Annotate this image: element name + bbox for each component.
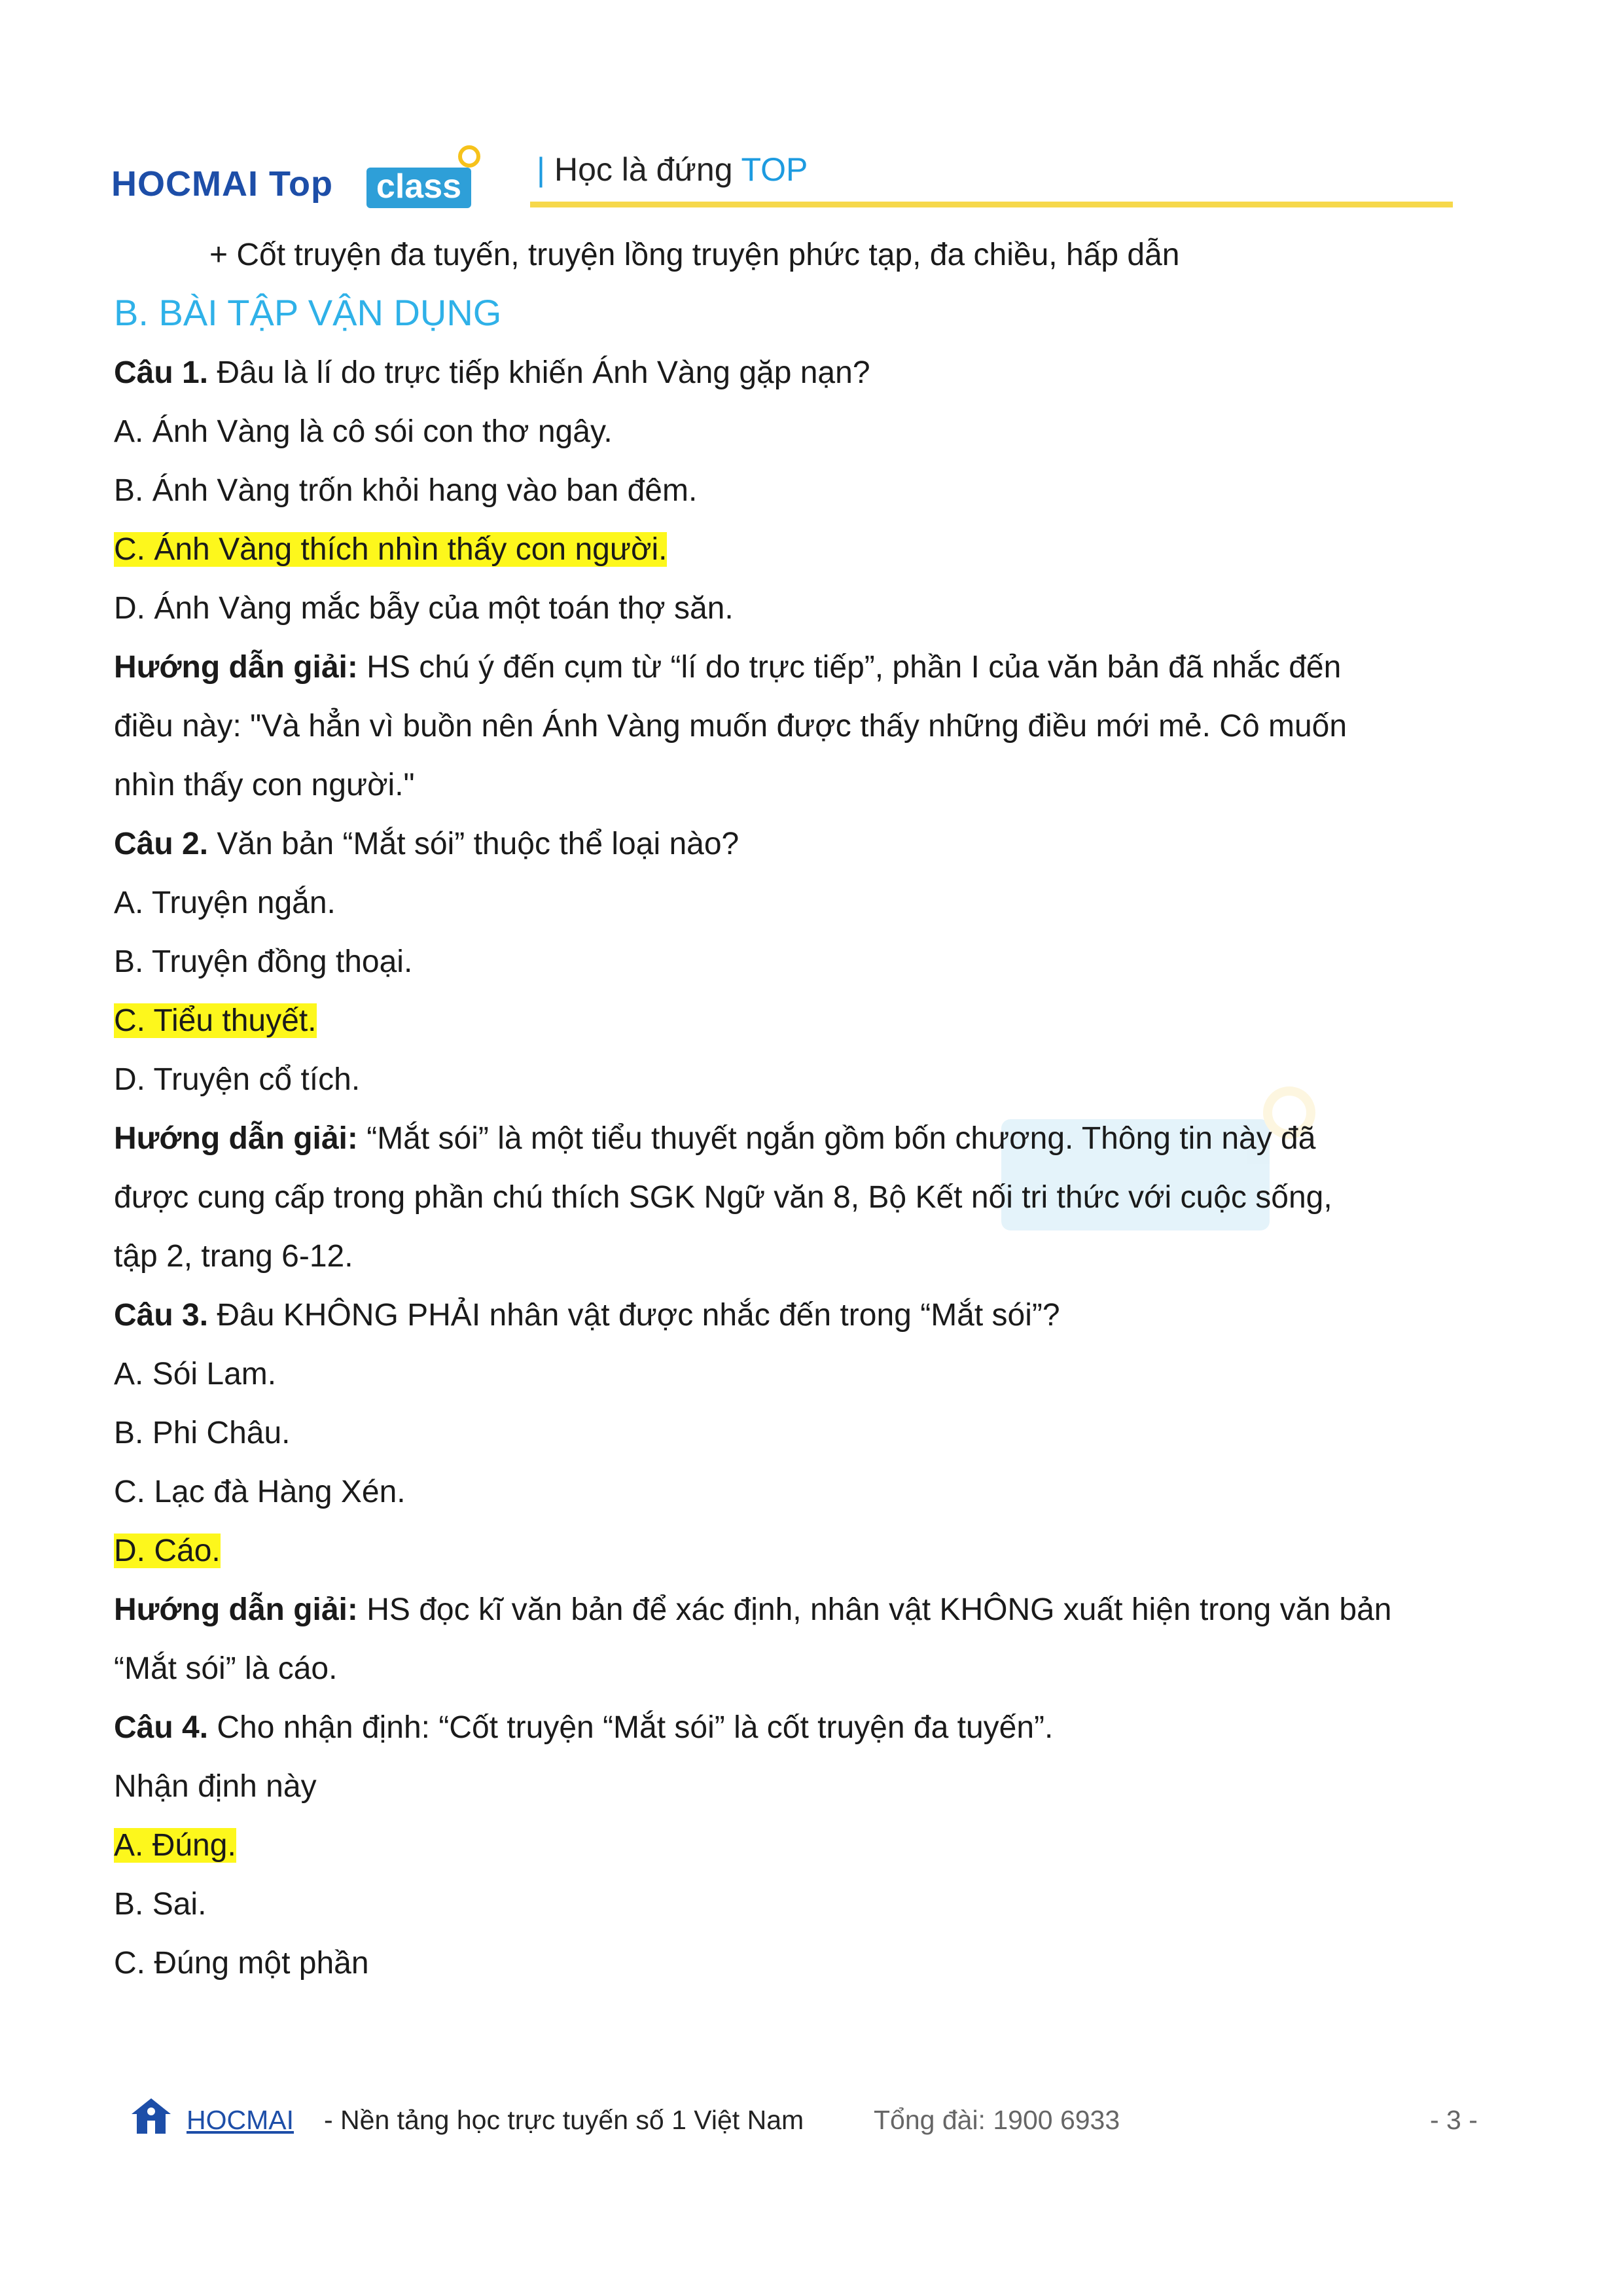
answer-highlight: D. Cáo. bbox=[114, 1534, 221, 1568]
header-tagline bbox=[537, 151, 808, 188]
logo-sun-icon bbox=[458, 145, 480, 168]
page-header bbox=[111, 131, 1453, 209]
q1-option-d: D. Ánh Vàng mắc bẫy của một toán thợ săn. bbox=[114, 591, 734, 626]
guide-text: HS chú ý đến cụm từ “lí do trực tiếp”, phần I của văn bản đã nhắc đến bbox=[357, 650, 1342, 685]
question-text: Đâu KHÔNG PHẢI nhân vật được nhắc đến trong “Mắt sói”? bbox=[208, 1298, 1060, 1333]
guide-label: Hướng dẫn giải: bbox=[114, 1592, 358, 1627]
header-rule bbox=[530, 202, 1453, 207]
q1-guide-line-3: nhìn thấy con người." bbox=[114, 768, 415, 802]
q1-option-c-correct bbox=[114, 530, 667, 569]
answer-highlight: A. Đúng. bbox=[114, 1828, 236, 1863]
guide-label: Hướng dẫn giải: bbox=[114, 650, 358, 685]
guide-label: Hướng dẫn giải: bbox=[114, 1121, 358, 1156]
tagline-text: Học là đứng bbox=[554, 151, 741, 188]
guide-text: “Mắt sói” là một tiểu thuyết ngắn gồm bốn chương. Thông tin này đã bbox=[357, 1121, 1316, 1156]
q2-option-d: D. Truyện cổ tích. bbox=[114, 1062, 361, 1097]
hocmai-house-icon bbox=[128, 2094, 175, 2142]
q4-option-b: B. Sai. bbox=[114, 1887, 207, 1922]
question-3 bbox=[114, 1296, 1060, 1335]
page-footer bbox=[128, 2094, 1502, 2147]
page-number: - 3 - bbox=[1430, 2105, 1478, 2135]
question-text: Cho nhận định: “Cốt truyện “Mắt sói” là cốt truyện đa tuyến”. bbox=[208, 1710, 1054, 1745]
question-2 bbox=[114, 825, 739, 864]
q3-guide bbox=[114, 1590, 1392, 1630]
q2-guide-line-3: tập 2, trang 6-12. bbox=[114, 1239, 353, 1274]
q2-guide bbox=[114, 1119, 1315, 1158]
footer-brand-link[interactable]: HOCMAI bbox=[187, 2105, 294, 2135]
q3-option-a: A. Sói Lam. bbox=[114, 1357, 277, 1391]
q4-statement: Nhận định này bbox=[114, 1769, 317, 1804]
guide-text: HS đọc kĩ văn bản để xác định, nhân vật KHÔNG xuất hiện trong văn bản bbox=[357, 1592, 1392, 1627]
question-1 bbox=[114, 353, 870, 393]
logo-class-badge: class bbox=[366, 168, 471, 208]
q3-option-d-correct bbox=[114, 1532, 221, 1571]
logo-text: HOCMAI Top bbox=[111, 164, 333, 204]
q1-option-b: B. Ánh Vàng trốn khỏi hang vào ban đêm. bbox=[114, 473, 698, 508]
answer-highlight: C. Ánh Vàng thích nhìn thấy con người. bbox=[114, 532, 668, 567]
q2-guide-line-2: được cung cấp trong phần chú thích SGK Ngữ văn 8, Bộ Kết nối tri thức với cuộc sống, bbox=[114, 1180, 1332, 1215]
question-4 bbox=[114, 1708, 1053, 1748]
q2-option-b: B. Truyện đồng thoại. bbox=[114, 944, 413, 979]
question-label: Câu 3. bbox=[114, 1298, 209, 1333]
q2-option-c-correct bbox=[114, 1001, 317, 1041]
q1-option-a: A. Ánh Vàng là cô sói con thơ ngây. bbox=[114, 414, 613, 449]
question-label: Câu 4. bbox=[114, 1710, 209, 1745]
question-label: Câu 1. bbox=[114, 355, 209, 390]
q3-guide-line-2: “Mắt sói” là cáo. bbox=[114, 1651, 338, 1686]
q1-guide-line-2: điều này: "Và hẳn vì buồn nên Ánh Vàng muốn được thấy những điều mới mẻ. Cô muốn bbox=[114, 709, 1347, 744]
question-text: Đâu là lí do trực tiếp khiến Ánh Vàng gặp nạn? bbox=[208, 355, 870, 390]
q1-guide bbox=[114, 648, 1341, 687]
question-label: Câu 2. bbox=[114, 827, 209, 861]
q3-option-c: C. Lạc đà Hàng Xén. bbox=[114, 1475, 406, 1509]
footer-slogan: - Nền tảng học trực tuyến số 1 Việt Nam bbox=[324, 2105, 804, 2135]
answer-highlight: C. Tiểu thuyết. bbox=[114, 1003, 317, 1038]
q2-option-a: A. Truyện ngắn. bbox=[114, 886, 336, 920]
tagline-highlight: TOP bbox=[741, 151, 808, 188]
section-title: B. BÀI TẬP VẬN DỤNG bbox=[114, 292, 502, 333]
footer-hotline: Tổng đài: 1900 6933 bbox=[874, 2105, 1120, 2135]
question-text: Văn bản “Mắt sói” thuộc thể loại nào? bbox=[208, 827, 740, 861]
q3-option-b: B. Phi Châu. bbox=[114, 1416, 291, 1450]
intro-line: + Cốt truyện đa tuyến, truyện lồng truyện phức tạp, đa chiều, hấp dẫn bbox=[209, 238, 1180, 272]
watermark-logo bbox=[321, 1080, 1368, 1250]
q4-option-a-correct bbox=[114, 1826, 236, 1865]
tagline-bar: | bbox=[537, 151, 545, 188]
q4-option-c: C. Đúng một phần bbox=[114, 1946, 369, 1981]
